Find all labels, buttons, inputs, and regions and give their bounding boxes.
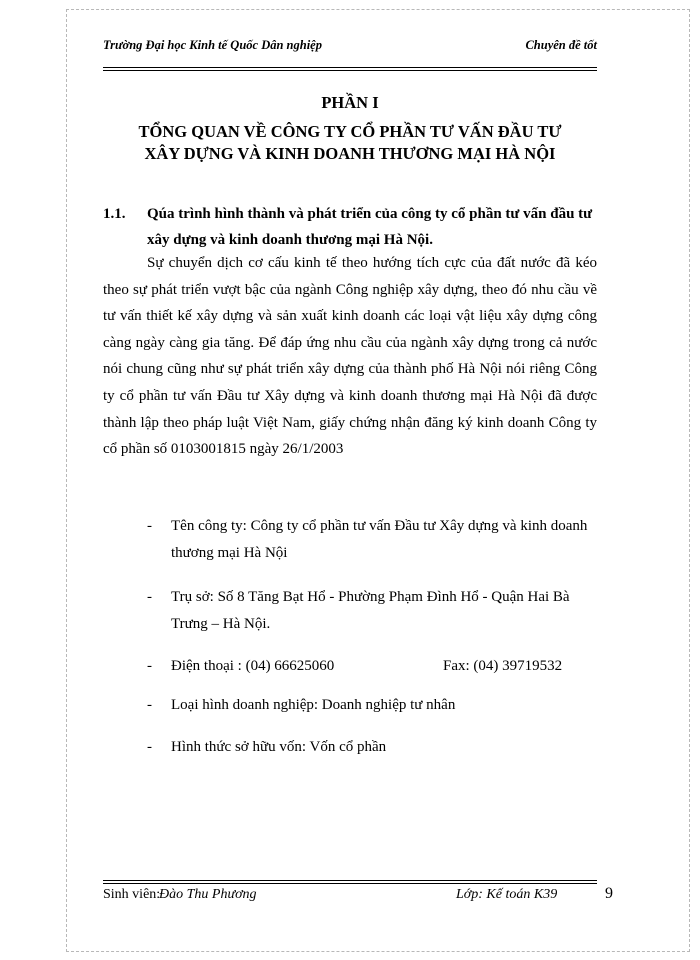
fax-text: Fax: (04) 39719532 — [443, 658, 563, 674]
header-rule — [103, 67, 597, 71]
part-title-line-1: TỔNG QUAN VỀ CÔNG TY CỔ PHẦN TƯ VẤN ĐẦU TƯ — [138, 122, 562, 141]
part-title-line-2: XÂY DỰNG VÀ KINH DOANH THƯƠNG MẠI HÀ NỘI — [144, 144, 556, 163]
header-university: Trường Đại học Kinh tế Quốc Dân nghiệp — [103, 38, 322, 52]
header-document-type: Chuyên đề tốt — [525, 38, 597, 52]
footer-student-label: Sinh viên: — [103, 887, 161, 902]
bullet-dash: - — [147, 658, 152, 674]
section-number: 1.1. — [103, 206, 126, 222]
footer-class: Lớp: Kế toán K39 — [456, 887, 558, 902]
address-text: Trụ sở: Số 8 Tăng Bạt Hổ - Phường Phạm Đình Hổ - Quận Hai Bà Trưng – Hà Nội. — [171, 589, 570, 632]
phone-text: Điện thoại : (04) 66625060 — [171, 658, 335, 674]
part-label: PHẦN I — [321, 93, 379, 112]
body-paragraph: Sự chuyển dịch cơ cấu kinh tế theo hướng tích cực của đất nước đã kéo theo sự phát triển vượt bậc của ngành Công nghiệp xây dựng, theo đó nhu cầu về tư vấn thiết kế xây dựng và sản xuất kinh doanh các loại vật liệu xây dựng công càng ngày càng gia tăng. Để đáp ứng nhu cầu của ngành xây dựng trong cả nước nói chung cũng như sự phát triển xây dựng của thành phố Hà Nội nói riêng Công ty cổ phần tư vấn Đầu tư Xây dựng và kinh doanh thương mại Hà Nội đã được thành lập theo pháp luật Việt Nam, giấy chứng nhận đăng ký kinh doanh Công ty cổ phần số 0103001815 ngày 26/1/2003 — [103, 255, 597, 458]
bullet-dash: - — [147, 518, 152, 534]
part-title — [103, 121, 597, 165]
bullet-dash: - — [147, 739, 152, 755]
section-title: Qúa trình hình thành và phát triển của công ty cổ phần tư vấn đầu tư xây dựng và kinh doanh thương mại Hà Nội. — [147, 206, 593, 248]
company-name-text: Tên công ty: Công ty cổ phần tư vấn Đầu tư Xây dựng và kinh doanh thương mại Hà Nội — [171, 518, 588, 561]
bullet-dash: - — [147, 697, 152, 713]
bullet-dash: - — [147, 589, 152, 605]
footer-student-name: Đào Thu Phương — [159, 887, 257, 902]
phone-fax-text — [171, 653, 597, 680]
footer-rule — [103, 880, 597, 884]
ownership-text: Hình thức sở hữu vốn: Vốn cổ phần — [171, 739, 387, 755]
business-type-text: Loại hình doanh nghiệp: Doanh nghiệp tư nhân — [171, 697, 456, 713]
page-number: 9 — [605, 885, 613, 902]
